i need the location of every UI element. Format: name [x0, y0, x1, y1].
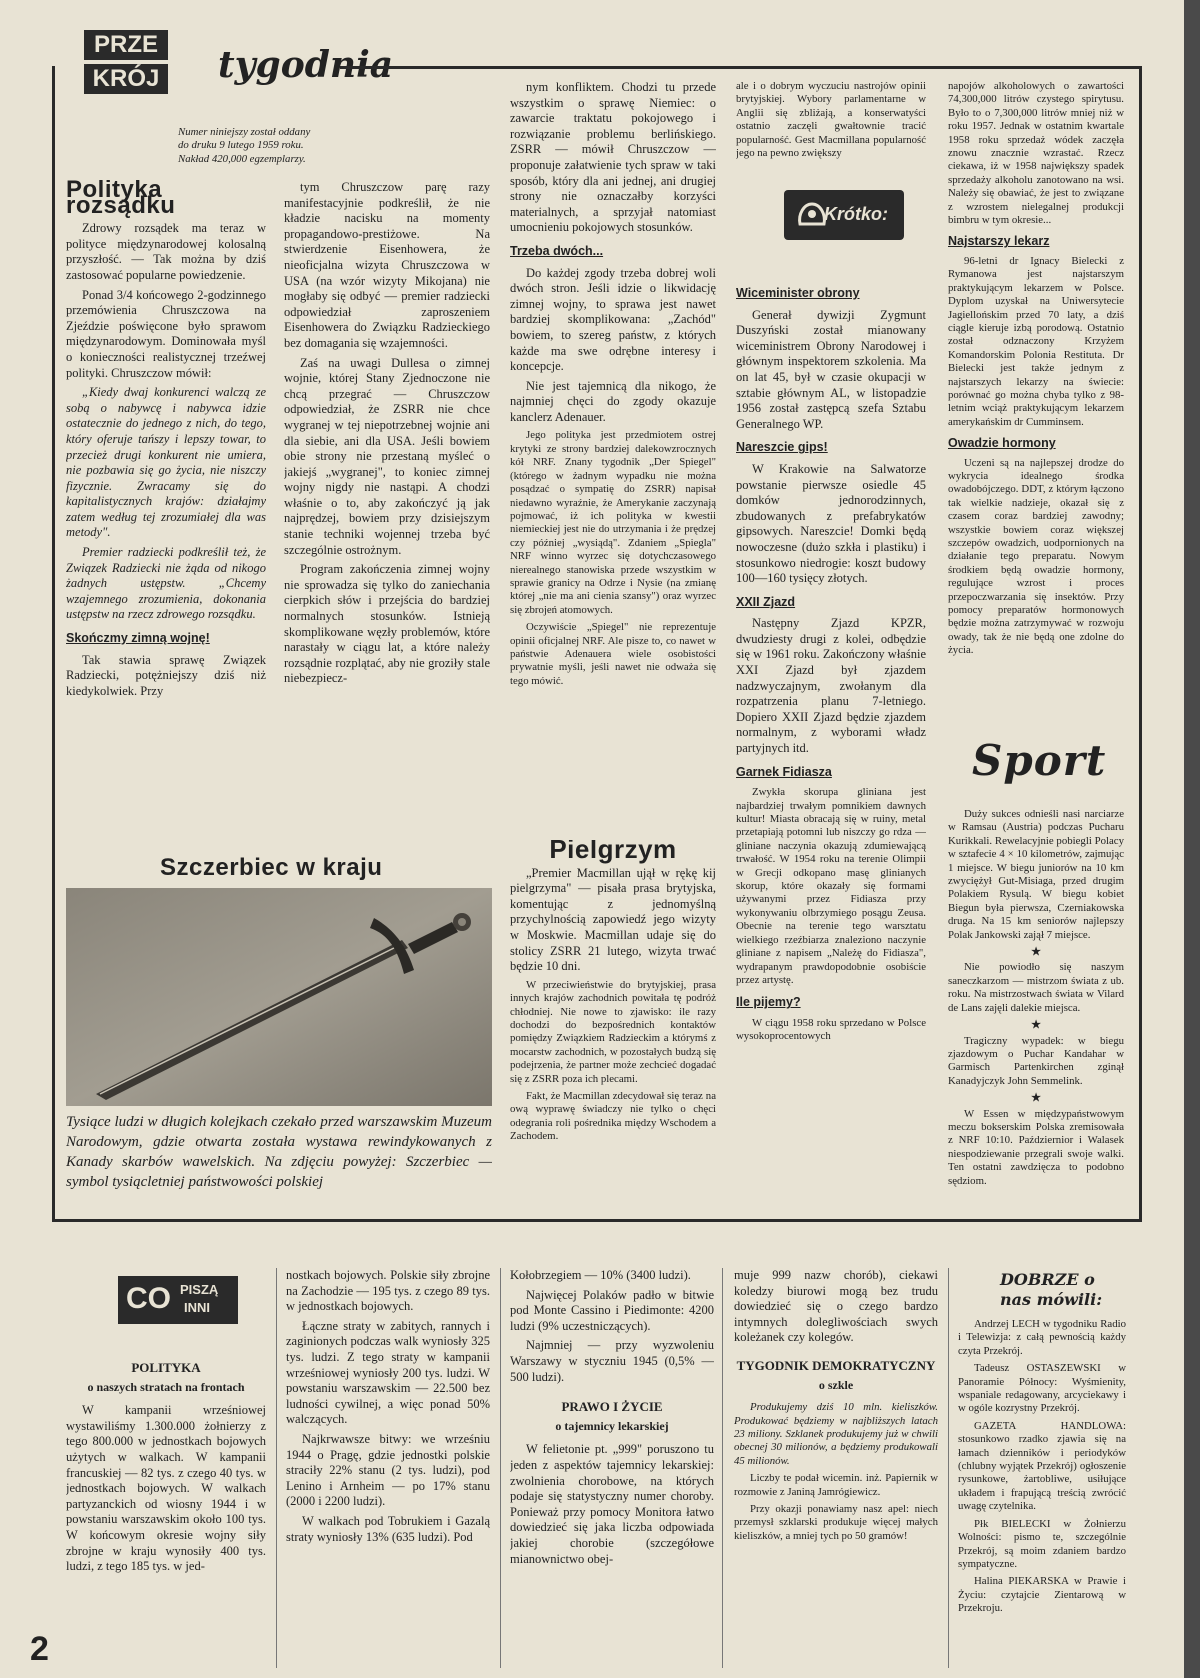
pisza-logo-text: PISZĄ — [180, 1282, 219, 1297]
column-rule — [500, 1268, 501, 1668]
section-title: XXII Zjazd — [736, 594, 796, 609]
paragraph: Premier radziecki podkreślił też, że Związek Radziecki nie żąda od nikogo żadnych ustępstw. „Chcemy wzajemnego zrozumienia, dokonania ustępstw na rzecz zdrowego rozsądku. — [66, 545, 266, 622]
paragraph: Duży sukces odnieśli nasi narciarze w Ramsau (Austria) podczas Pucharu Kurikkali. Rewelacyjnie pobiegli Polacy w sztafecie 4 × 10 kilometrów, zajmując 1 miejsce. W biegu juniorów na 10 km zwyciężył Gut-Misiaga, przed drugim Polakiem Rysulą. W biegu kobiet Biegun była pierwsza, Czerniakowska druga. Na 15 km seniorów najlepszy Polak Jankowski zajął 7 miejsce. — [948, 808, 1124, 941]
polityka-col-2 — [284, 180, 490, 840]
paragraph: Liczby te podał wicemin. inż. Papiernik w rozmowie z Janiną Jamrógiewicz. — [734, 1472, 938, 1498]
paragraph: W przeciwieństwie do brytyjskiej, prasa innych krajów zachodnich powitała tę podróż chłodniej. Nie nowe to zjawisko: ile razy dochodzi do bezpośrednich kontaktów pomiędzy Związkiem Radzieckim a którymś z mocarstw zachodnich, w pozostałych budzą się podejrzenia, że partner może zechcieć dogadać się z ZSRR poza ich plecami. — [510, 978, 716, 1085]
paragraph: Zaś na uwagi Dullesa o zimnej wojnie, której Stany Zjednoczone nie chcą przegrać — Chruszczow odpowiedział, że ZSRR nie chce wygranej w tej niepotrzebnej wojnie ani dla siebie, ani dla USA. Jeśli bowiem obie strony nie przestaną myśleć o jakiejś „wygranej", to koniec zimnej wojny nigdy nie nastąpi. A chodzi właśnie o to, aby zakończyć ją jak najprędzej, bowiem przy dzisiejszym stanie techniki wojennej trzeba być szczególnie ostrożnym. — [284, 355, 490, 557]
szczerbiec-caption: Tysiące ludzi w długich kolejkach czekało przed warszawskim Muzeum Narodowym, gdzie otwarta została wystawa rewindykowanych z Kanady skarbów wawelskich. Na zdjęciu powyżej: Szczerbiec — symbol tysiącletniej państwowości polskiej — [66, 1114, 492, 1190]
paragraph: Andrzej LECH w tygodniku Radio i Telewizja: z całą pewnością każdy czyta Przekrój. — [958, 1318, 1126, 1357]
paragraph: W ciągu 1958 roku sprzedano w Polsce wysokoprocentowych — [736, 1016, 926, 1043]
paragraph: W kampanii wrześniowej wystawiliśmy 1.300.000 żołnierzy z tego 800.000 w jednostkach bojowych użytych w walkach. W kampanii francuskiej — 82 tys. z czego 40 tys. w jednostkach bojowych. W walkach partyzanckich od wiosny 1944 i w powstaniu warszawskim około 100 tys. W końcowym okresie wojny siły zbrojne w kraju wynosiły 400 tys. ludzi, z tego 185 tys. w jed- — [66, 1403, 266, 1574]
section-title: Owadzie hormony — [948, 436, 1056, 451]
paragraph: Następny Zjazd KPZR, dwudziesty drugi z kolei, odbędzie się w 1961 roku. Zakończony właśnie XXI Zjazd był zjazdem nadzwyczajnym, zwołanym dla rozpatrzenia planu 7-letniego. Dopiero XXII Zjazd będzie zjazdem normalnym, z wyborami władz partyjnych itd. — [736, 616, 926, 756]
paragraph: nostkach bojowych. Polskie siły zbrojne na Zachodzie — 195 tys. z czego 89 tys. w jednostkach bojowych. — [286, 1268, 490, 1314]
paragraph: W felietonie pt. „999" poruszono tu jeden z aspektów tajemnicy lekarskiej: zwolnienia chorobowe, na których podaje się statystyczny numer choroby. Ponieważ przy pomocy Monitora łatwo dowiedzieć się jaka liczba odpowiada jakiej chorobie (szczegółowe mianownictwo obej- — [510, 1442, 714, 1566]
paragraph: Tak stawia sprawę Związek Radziecki, potężniejszy dziś niż kiedykolwiek. Przy — [66, 652, 266, 698]
szczerbiec-title: Szczerbiec w kraju — [160, 854, 383, 881]
paragraph: ale i o dobrym wyczuciu nastrojów opinii brytyjskiej. Wybory parlamentarne w Anglii się zbliżają, a konserwatyści ostatnio zaczęli gwałtownie tracić popularność. Gest Macmillana popularność jego na pewno zwiększy — [736, 80, 926, 160]
paragraph: W walkach pod Tobrukiem i Gazalą straty wyniosły 13% (635 ludzi). Pod — [286, 1513, 490, 1544]
paragraph: Zwykła skorupa gliniana jest najbardziej trwałym pomnikiem dawnych kultur! Miasta obracają się w ruiny, metal przetapiają potomni lub niszczy go rdza — gliniane naczynia okazują zdumiewającą trwałość. W 1954 roku na terenie Olimpii w Grecji odkopano masę glinianych skorup, które okazały się formami używanymi przez Fidiasza przy wykonywaniu olbrzymiego posągu Zeusa. Obecnie na terenie tego warsztatu wielkiego rzeźbiarza znaleziono naczynie gliniane z napisem „Należę do Fidiasza", wydrapanym prawdopodobnie osobiście przez artystę. — [736, 786, 926, 986]
sport-column — [948, 808, 1124, 1218]
paragraph: Oczywiście „Spiegel" nie reprezentuje opinii oficjalnej NRF. Ale pisze to, co nawet w państwie Adenauera wiele osobistości prywatnie myśli, jeśli nawet nie odważa się tego mówić. — [510, 621, 716, 687]
sport-logo: Sport — [972, 736, 1107, 785]
paragraph: Fakt, że Macmillan zdecydował się teraz na ową wyprawę świadczy nie tylko o chęci odegrania roli pośrednika między Wschodem a Zachodem. — [510, 1090, 716, 1143]
paragraph: 96-letni dr Ignacy Bielecki z Rymanowa jest najstarszym praktykującym lekarzem w Polsce. Dyplom uzyskał na Uniwersytecie Jagiellońskim przed 70 laty, a dziś ciągle kieruje izbą porodową. Ostatnio został odznaczony Krzyżem Komandorskim Polonia Restituta. Dr Bielecki jest także jednym z najstarszych lekarzy na świecie: porównać go można chyba tylko z 98-letnim wciąż praktykującym lekarzem amerykańskim dr Cumminsem. — [948, 254, 1124, 428]
edition-note — [178, 126, 408, 166]
pielgrzym-column — [510, 840, 716, 1220]
edition-line-2: do druku 9 lutego 1959 roku. — [178, 139, 304, 152]
prawo-subheading: o tajemnicy lekarskiej — [555, 1418, 669, 1433]
section-title: Nareszcie gips! — [736, 440, 828, 455]
section-title: Najstarszy lekarz — [948, 234, 1050, 249]
paragraph: Ponad 3/4 końcowego 2-godzinnego przemówienia Chruszczowa na Zjeździe poświęcone było sprawom międzynarodowym. Dominowała myśl o konieczności realistycznej trzeźwej polityki. Chruszczow mówił: — [66, 287, 266, 380]
paragraph: Tadeusz OSTASZEWSKI w Panoramie Północy: Wyśmienity, wspaniale redagowany, arcyciekawy i w ogóle kozrystny Przekrój. — [958, 1362, 1126, 1415]
paragraph: Jego polityka jest przedmiotem ostrej krytyki ze strony bardziej dalekowzrocznych kół NRF. Znany tygodnik „Der Spiegel" (którego w żadnym wypadku nie można posądzać o sympatię do ZSRR) napisał niedawno wyraźnie, że Amerykanie zaczynają pojmować, iż ich polityka w kwestii niemieckiej jest nie do utrzymania i że prędzej czy później „wysiądą". Zdaniem „Spiegla" NRF winno wyrzec się dotychczasowego nierealnego stanowiska przede wszystkim w sprawie granicy na Odrze i Nysie (na zmianę której „nie ma ani cienia szansy") oraz wyrzec się zbrojeń atomowych. — [510, 429, 716, 616]
paragraph: W Krakowie na Salwatorze powstanie pierwsze osiedle 45 domków jednorodzinnych, zbudowanych z prefabrykatów gipsowych. Nareszcie! Domki będą nowoczesne (dużo szkła i plastiku) i stosunkowo niedrogie: koszt budowy 100—160 tysięcy złotych. — [736, 461, 926, 586]
paragraph: GAZETA HANDLOWA: stosunkowo rzadko zjawia się na łamach dzienników i periodyków (chlubny wyjątek Przekrój) ogłoszenie rysunkowe, żartobliwe, usiłujące układem i frapującą treścią zwrócić uwagę czytelnika. — [958, 1419, 1126, 1513]
paragraph: Najmniej — przy wyzwoleniu Warszawy w styczniu 1945 (0,5% — 500 ludzi). — [510, 1338, 714, 1384]
page-number: 2 — [30, 1630, 49, 1668]
paragraph: „Premier Macmillan ujął w rękę kij pielgrzyma" — pisała prasa brytyjska, komentując z jednomyślną przychylnością zapowiedź jego wizyty w Moskwie. Macmillan udaje się do stolicy ZSRR 21 lutego, wizyta trwać będzie 10 dni. — [510, 865, 716, 974]
paragraph: „Kiedy dwaj konkurenci walczą ze sobą o nabywcę i nabywca idzie ostatecznie do jednego z nich, do tego, który oferuje tańszy i lepszy towar, to przecież drugi konkurent nie umiera, nie pozbawia się go życia, nie niszczy fizycznie. Zwracamy się do kapitalistycznych krajów: działajmy zatem według tej zrozumiałej dla was metody". — [66, 385, 266, 540]
paragraph: Generał dywizji Zygmunt Duszyński został mianowany wiceministrem Obrony Narodowej i głównym inspektorem szkolenia. Ma on lat 45, był w czasie okupacji w sztabie głównym AL, w listopadzie 1956 został zastępcą szefa Sztabu Generalnego WP. — [736, 307, 926, 431]
star-icon: ★ — [1031, 1019, 1041, 1032]
subheading: Trzeba dwóch... — [510, 243, 604, 258]
paragraph: Nie powiodło się naszym saneczkarzom — mistrzom świata z ub. roku. Na mistrzostwach świata w Vilard de Lans zajęli dalekie miejsca. — [948, 961, 1124, 1014]
polityka-col-3 — [510, 80, 716, 840]
paragraph: Najkrwawsze bitwy: we wrześniu 1944 o Pragę, gdzie jednostki polskie straciły 22% stanu (2 tys. ludzi), pod Lenino i Arnheim — po 17% stanu (2000 i 2200 ludzi). — [286, 1431, 490, 1509]
column-rule — [276, 1268, 277, 1668]
polityka-col-1 — [66, 180, 266, 830]
paragraph: Zdrowy rozsądek ma teraz w polityce międzynarodowej kolosalną przyszłość. — Tak można by dziś zastosować popularne powiedzenie. — [66, 221, 266, 282]
paragraph: Do każdej zgody trzeba dobrej woli dwóch stron. Jeśli idzie o likwidację zimnej wojny, to sprawa jest nawet bardziej skomplikowana: „Zachód" bowiem, to szereg państw, z których każde ma swe odrębne interesy i koncepcje. — [510, 265, 716, 374]
prawo-i-zycie-heading: PRAWO I ŻYCIE — [561, 1399, 663, 1415]
section-title: Ile pijemy? — [736, 995, 801, 1010]
paragraph: Płk BIELECKI w Żołnierzu Wolności: pismo te, szczególnie Przekrój, są moim zdaniem bardzo sympatyczne. — [958, 1517, 1126, 1570]
paragraph: Najwięcej Polaków padło w bitwie pod Monte Cassino i Piedimonte: 4200 ludzi (9% uczestniczących). — [510, 1287, 714, 1333]
dobrze-o-nas-logo: DOBRZE o nas mówili: — [1000, 1270, 1103, 1309]
polityka-rozsadku-title: Polityka rozsądku — [66, 180, 176, 219]
pielgrzym-title: Pielgrzym — [549, 840, 677, 864]
polityka-heading: POLITYKA — [131, 1360, 201, 1375]
paragraph: napojów alkoholowych o zawartości 74,300,000 litrów czystego spirytusu. Było to o 7,300,000 litrów mniej niż w roku 1957. Jednak w ostatnim kwartale 1958 roku sprzedaż wódek zaczęła znowu znacznie wzrastać. Rzecz ciekawa, iż w 1958 największy spadek sprzedaży alkoholu zanotowano na wsi. Należy się obawiać, że jest to związane z wzrostem nielegalnej produkcji bimbru w tym okresie... — [948, 80, 1124, 227]
subheading: Skończmy zimną wojnę! — [66, 631, 210, 646]
star-icon: ★ — [1031, 946, 1041, 959]
column-rule — [722, 1268, 723, 1668]
paragraph: nym konfliktem. Chodzi tu przede wszystkim o sprawę Niemiec: o zawarcie traktatu pokojowego i rozwiązanie problemu berlińskiego. ZSRR — mówił Chruszczow — proponuje załatwienie tych spraw w taki sposób, który dla ani jednej, ani drugiej strony nie oznaczałby korzyści materialnych, a sprzyjał natomiast umocnieniu pokojowych stosunków. — [510, 80, 716, 235]
co-pisza-inni-logo — [118, 1276, 238, 1324]
column-rule — [948, 1268, 949, 1668]
lower-col-2 — [286, 1268, 490, 1668]
krotko-label: Krótko: — [824, 204, 888, 224]
lower-col-3 — [510, 1268, 714, 1668]
paragraph: Halina PIEKARSKA w Prawie i Życiu: czytajcie Zientarową w Przekroju. — [958, 1575, 1126, 1615]
inni-logo-text: INNI — [184, 1300, 210, 1315]
col4-sections — [736, 278, 926, 1218]
edition-line-1: Numer niniejszy został oddany — [178, 126, 311, 138]
paragraph: W Essen w międzypaństwowym meczu bokserskim Polska zremisowała z NRF 10:10. Październior i Walasek niespodziewanie przegrali swoje walki. Ten ostatni zawdzięcza to podobno sędziom. — [948, 1107, 1124, 1187]
paragraph: muje 999 nazw chorób), ciekawi koledzy biurowi mogą bez trudu dowiedzieć się o czego bardzo intymnych dolegliwościach swych koleżanek czy kolegów. — [734, 1268, 938, 1345]
page-binding-edge — [1184, 0, 1200, 1678]
tygodnik-subheading: o szkle — [818, 1377, 854, 1392]
top-frame-rule — [340, 66, 1142, 69]
paragraph: Uczeni są na najlepszej drodze do wykrycia idealnego środka owadobójczego. DDT, z którym łączono tak wielkie nadzieje, okazał się z czasem coraz bardziej zawodny; wszystkie bowiem coraz większej szczepów owadzich, uodpornionych na działanie tego preparatu. Nowym środkiem będą owadzie hormony, regulujące wzrost i proces przepoczwarzania się insektów. Przy pomocy preparatów hormonowych będzie można zatrzymywać w rozwoju owady, tak że nie będą one zdolne do życia. — [948, 456, 1124, 657]
paragraph: Tragiczny wypadek: w biegu zjazdowym o Puchar Kandahar w Garmisch Partenkirchen zginął Kanadyjczyk John Semmelink. — [948, 1034, 1124, 1087]
polityka-subheading: o naszych stratach na frontach — [87, 1379, 245, 1394]
krotko-logo — [784, 190, 904, 240]
lower-col-5 — [958, 1318, 1126, 1668]
co-logo-text: CO — [126, 1282, 171, 1315]
paragraph: tym Chruszczow parę razy manifestacyjnie podkreślił, że nie kładzie nacisku na momenty propagandowo-prestiżowe. Na stwierdzenie Eisenhowera, że nieoficjalna wizyta Chruszczowa w USA (na wzór wizyty Mikojana) nie mogłaby się odbyć — premier radziecki odpowiedział zaproszeniem Eisenhowera do Związku Radzieckiego bez domagania się wzajemności. — [284, 180, 490, 350]
paragraph: Kołobrzegiem — 10% (3400 ludzi). — [510, 1268, 691, 1282]
section-title: Garnek Fidiasza — [736, 764, 832, 779]
paragraph: Przy okazji ponawiamy nasz apel: niech przemysł szklarski produkuje więcej małych kieliszków, a mniej tych po 50 gramów! — [734, 1503, 938, 1542]
tygodnia-script-title: tygodnia — [218, 44, 394, 86]
col4-top — [736, 80, 926, 184]
przekroj-logo-bottom: KRÓJ — [84, 64, 168, 94]
paragraph: Nie jest tajemnicą dla nikogo, że najmniej chęci do zgody okazuje kanclerz Adenauer. — [510, 378, 716, 424]
quote-paragraph: Produkujemy dziś 10 mln. kieliszków. Produkować będziemy w najbliższych latach 23 miliony. Szklanek produkujemy już w chwili obecnej 30 milionów, a będziemy produkowali 45 milionów. — [734, 1401, 938, 1467]
paragraph: Program zakończenia zimnej wojny nie sprowadza się tylko do zaniechania cierpkich słów i przejścia do bardziej normalnych stosunków. Istnieją skomplikowane węzły problemów, które narastały w ciągu lat, a które należy rozsądnie rozplątać, aby nie groziły stale niebezpiecz- — [284, 562, 490, 686]
paragraph: Łączne straty w zabitych, rannych i zaginionych podczas walk wyniosły 325 tys. ludzi. Z tego straty w kampanii wrześniowej wyniosły 200 tys. ludzi. W powstaniu warszawskim — 22.500 bez ludności cywilnej, a więc ponad 50% walczących. — [286, 1318, 490, 1427]
lower-col-4 — [734, 1268, 938, 1668]
edition-line-3: Nakład 420,000 egzemplarzy. — [178, 152, 306, 165]
szczerbiec-sword-photo — [66, 888, 492, 1106]
przekroj-logo-top: PRZE — [84, 30, 168, 60]
star-icon: ★ — [1031, 1092, 1041, 1105]
col5-column — [948, 80, 1124, 740]
section-title: Wiceminister obrony — [736, 286, 860, 300]
tygodnik-heading: TYGODNIK DEMOKRATYCZNY — [736, 1357, 936, 1373]
lower-col-1 — [66, 1356, 266, 1668]
